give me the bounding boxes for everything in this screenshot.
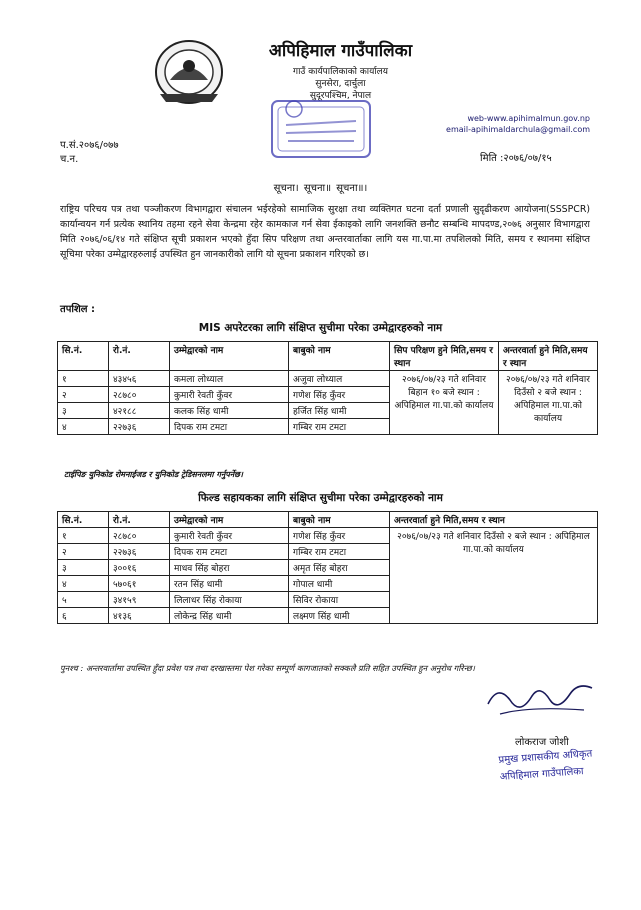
details-label: तपशिल :	[60, 304, 96, 315]
serial-cell: ३	[58, 403, 109, 419]
col-roll: रो.नं.	[109, 342, 170, 371]
office-province: सुदूरपश्चिम, नेपाल	[309, 91, 372, 101]
candidate-cell: कुमारी रेवती कुँवर	[170, 528, 289, 544]
designation-block	[498, 745, 594, 785]
office-title: अपिहिमाल गाउँपालिका	[268, 41, 413, 61]
col-serial: सि.नं.	[58, 512, 109, 528]
candidate-cell: लिलाधर सिंह रोकाया	[170, 592, 289, 608]
signer-name: लोकराज जोशी	[515, 737, 569, 748]
col-skill-test: सिप परिक्षण हुने मिति,समय र स्थान	[390, 342, 499, 371]
postscript-note: पुनश्च : अन्तरवार्तामा उपस्थित हुँदा प्रवेश पत्र तथा दरखास्तमा पेश गरेका सम्पूर्ण कागजातको सक्कलै प्रति सहित उपस्थित हुन अनुरोध गरिन्छ।	[60, 663, 475, 673]
email-link[interactable]: email-apihimaldarchula@gmail.com	[446, 125, 590, 134]
office-stamp-icon	[268, 95, 374, 163]
table-row	[58, 528, 598, 544]
table-row	[58, 371, 598, 387]
roll-cell: २८७८०	[109, 528, 170, 544]
chalani-number: च.न.	[60, 154, 79, 165]
father-cell: अजुवा लोध्याल	[289, 371, 390, 387]
roll-cell: ४१३६	[109, 608, 170, 624]
candidate-cell: दिपक राम टमटा	[170, 419, 289, 435]
candidate-cell: कलक सिंह धामी	[170, 403, 289, 419]
col-interview: अन्तरवार्ता हुने मिति,समय र स्थान	[499, 342, 598, 371]
col-candidate: उम्मेद्वारको नाम	[170, 512, 289, 528]
document-date: मिति :२०७६/०७/१५	[480, 153, 552, 164]
roll-cell: ३४१५९	[109, 592, 170, 608]
col-father: बाबुको नाम	[289, 342, 390, 371]
serial-cell: २	[58, 387, 109, 403]
skill-test-cell: २०७६/०७/२३ गते शनिवार बिहान १० बजे स्थान : अपिहिमाल गा.पा.को कार्यालय	[390, 371, 499, 435]
col-father: बाबुको नाम	[289, 512, 390, 528]
roll-cell: ४३४५६	[109, 371, 170, 387]
roll-cell: २२७३६	[109, 544, 170, 560]
father-cell: अमृत सिंह बोहरा	[289, 560, 390, 576]
reference-number: प.सं.२०७६/०७७	[60, 140, 119, 151]
col-serial: सि.नं.	[58, 342, 109, 371]
office-address: सुनसेरा, दार्चुला	[315, 79, 366, 89]
candidate-cell: माधव सिंह बोहरा	[170, 560, 289, 576]
father-cell: गोपाल धामी	[289, 576, 390, 592]
serial-cell: ४	[58, 419, 109, 435]
serial-cell: ४	[58, 576, 109, 592]
interview-cell: २०७६/०७/२३ गते शनिवार दिउँसो २ बजे स्थान : अपिहिमाल गा.पा.को कार्यालय	[499, 371, 598, 435]
candidate-cell: दिपक राम टमटा	[170, 544, 289, 560]
serial-cell: ३	[58, 560, 109, 576]
interview-cell: २०७६/०७/२३ गते शनिवार दिउँसो २ बजे स्थान : अपिहिमाल गा.पा.को कार्यालय	[390, 528, 598, 624]
reference-block	[60, 139, 119, 167]
table1-title: MIS अपरेटरका लागि संक्षिप्त सुचीमा परेका उम्मेद्वारहरुको नाम	[198, 322, 443, 334]
father-cell: गम्बिर राम टमटा	[289, 419, 390, 435]
father-cell: सिविर रोकाया	[289, 592, 390, 608]
serial-cell: २	[58, 544, 109, 560]
table2-title: फिल्ड सहायकका लागि संक्षिप्त सुचीमा परेका उम्मेद्वारहरुको नाम	[198, 492, 443, 504]
mis-operator-table	[57, 341, 598, 435]
signer-office: अपिहिमाल गाउँपालिका	[499, 766, 584, 783]
father-cell: लक्ष्मण सिंह धामी	[289, 608, 390, 624]
serial-cell: १	[58, 528, 109, 544]
candidate-cell: लोकेन्द्र सिंह धामी	[170, 608, 289, 624]
father-cell: गणेश सिंह कुँवर	[289, 387, 390, 403]
table-header-row	[58, 512, 598, 528]
roll-cell: ४२१८८	[109, 403, 170, 419]
contact-info	[440, 113, 590, 135]
signer-designation: प्रमुख प्रशासकीय अधिकृत	[498, 748, 593, 766]
serial-cell: ६	[58, 608, 109, 624]
signature-icon	[480, 670, 600, 730]
office-subtitle: गाउँ कार्यपालिकाको कार्यालय	[293, 67, 388, 77]
col-roll: रो.नं.	[109, 512, 170, 528]
father-cell: गणेश सिंह कुँवर	[289, 528, 390, 544]
notice-body: राष्ट्रिय परिचय पत्र तथा पञ्जीकरण विभागद्वारा संचालन भईरहेको सामाजिक सुरक्षा तथा व्यक्तिगत घटना दर्ता प्रणाली सुदृढीकरण आयोजना(SSSPCR) कार्यान्वयन गर्न प्रत्येक स्थानिय तहमा रहने सेवा केन्द्रमा रहेर कामकाज गर्न सेवा ईकाइको लागि जनशक्ति छनौट सम्बन्धि मापदण्ड,२०७६ अनुसार विभागद्वारा मिति २०७६/०६/१४ गते संक्षिप्त सूची प्रकाशन भएको हुँदा सिप परिक्षण तथा अन्तरवार्ताका लागि यस गा.पा.मा तपशिलको मिति, समय र स्थानमा संक्षिप्त सूचिमा परेका उम्मेद्वारहरुलाई उपस्थित हुन जानकारीको लागि यो सूचना प्रकाशन गरिएको छ।	[60, 204, 590, 260]
typing-note: टाईपिङ युनिकोड रोमनाईजड र युनिकोड ट्रेडिसनलमा गर्नुपर्नेछ।	[64, 470, 243, 479]
table-header-row	[58, 342, 598, 371]
roll-cell: ३००१६	[109, 560, 170, 576]
candidate-cell: कुमारी रेवती कुँवर	[170, 387, 289, 403]
candidate-cell: कमला लोध्याल	[170, 371, 289, 387]
serial-cell: ५	[58, 592, 109, 608]
website-link[interactable]: web-www.apihimalmun.gov.np	[467, 114, 590, 123]
father-cell: हर्जित सिंह धामी	[289, 403, 390, 419]
field-assistant-table	[57, 511, 598, 624]
col-interview: अन्तरवार्ता हुने मिति,समय र स्थान	[390, 512, 598, 528]
father-cell: गम्बिर राम टमटा	[289, 544, 390, 560]
col-candidate: उम्मेद्वारको नाम	[170, 342, 289, 371]
candidate-cell: रतन सिंह धामी	[170, 576, 289, 592]
roll-cell: ५७०६१	[109, 576, 170, 592]
roll-cell: २८७८०	[109, 387, 170, 403]
serial-cell: १	[58, 371, 109, 387]
roll-cell: २२७३६	[109, 419, 170, 435]
notice-heading: सूचना। सूचना॥ सूचना॥।	[273, 183, 368, 194]
